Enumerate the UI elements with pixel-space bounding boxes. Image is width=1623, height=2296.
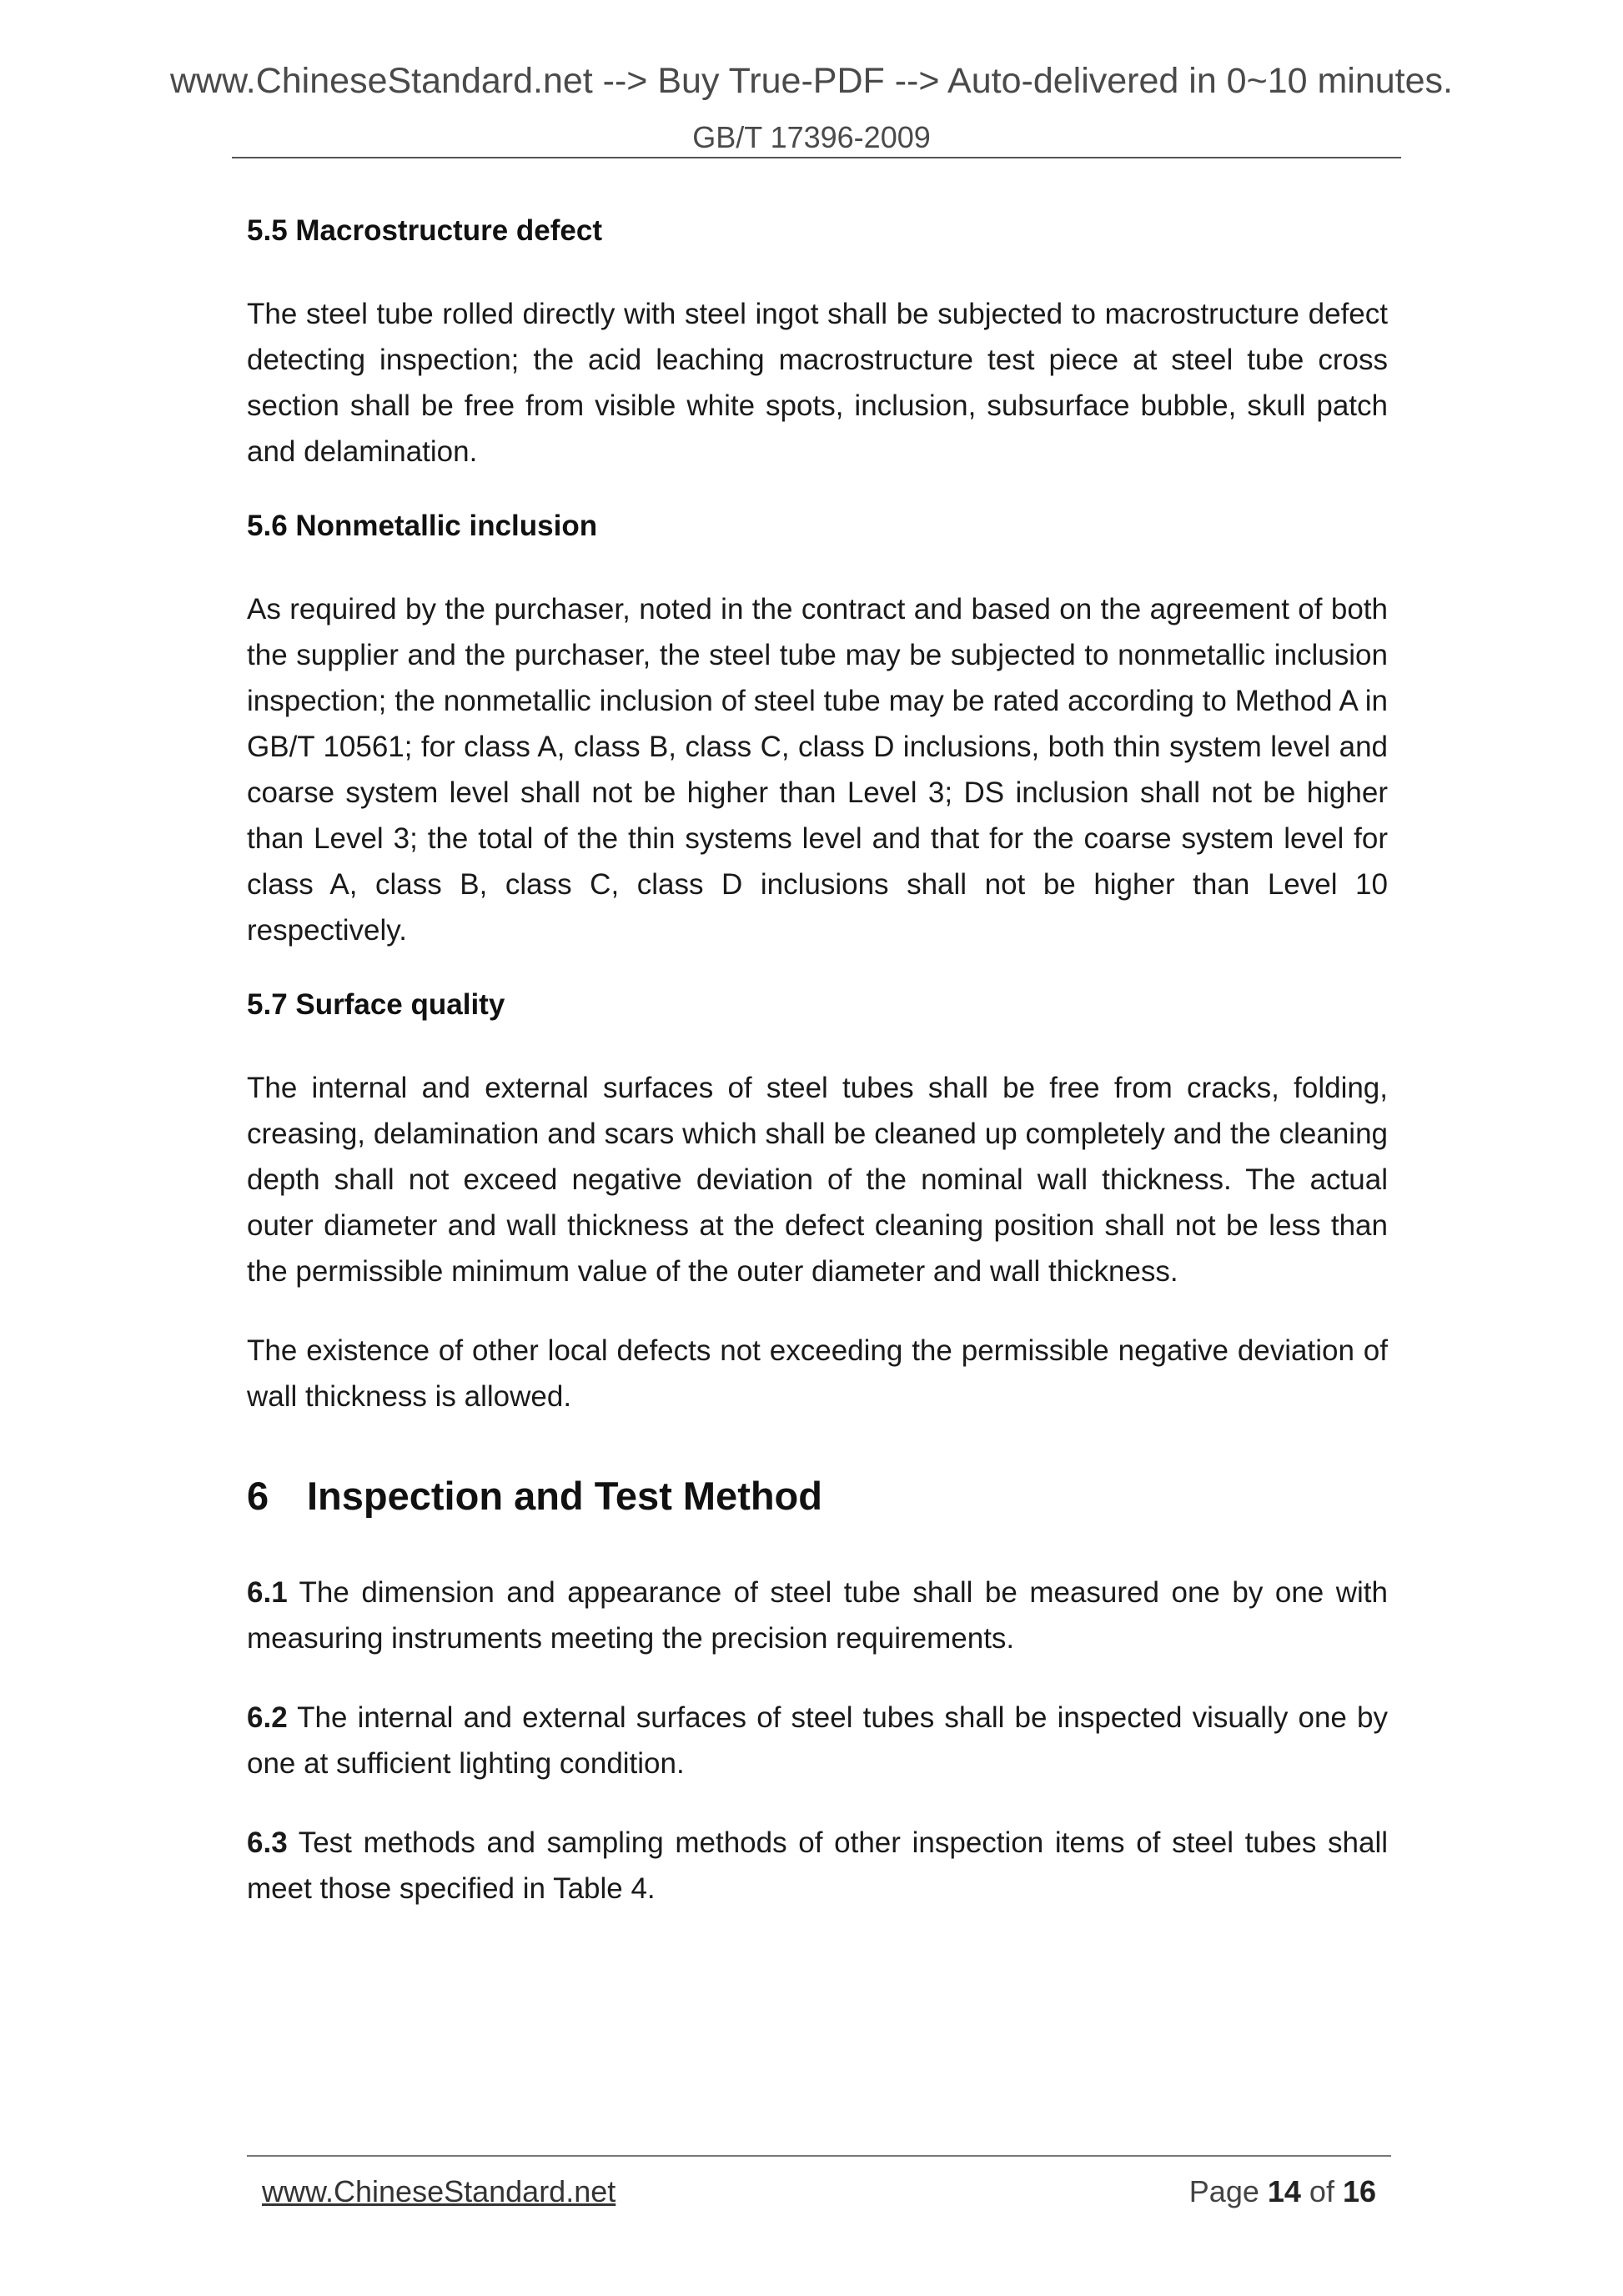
clause-6-2-number: 6.2 (247, 1701, 288, 1734)
section-5-5-title: 5.5 Macrostructure defect (247, 214, 602, 247)
section-5-6-paragraph: As required by the purchaser, noted in the contract and based on the agreement of both the supplier and the purchaser, the steel tube may be subjected to nonmetallic inclusion inspection; the nonmetallic inclusion of steel tube may be rated according to Method A in GB/T 10561; for class A, class B, class C, class D inclusions, both thin system level and coarse system level shall not be higher than Level 3; DS inclusion shall not be higher than Level 3; the total of the thin systems level and that for the coarse system level for class A, class B, class C, class D inclusions shall not be higher than Level 10 respectively. (247, 593, 1388, 947)
clause-6-1 (247, 1570, 1388, 1661)
clause-6-3-number: 6.3 (247, 1826, 288, 1859)
clause-6-1-text: The dimension and appearance of steel tube shall be measured one by one with measuring instruments meeting the precision requirements. (247, 1576, 1388, 1655)
page-content (247, 213, 1388, 1945)
clause-6-2 (247, 1695, 1388, 1786)
clause-6-2-text: The internal and external surfaces of steel tubes shall be inspected visually one by one at sufficient lighting condition. (247, 1701, 1388, 1780)
clause-6-3 (247, 1820, 1388, 1912)
clause-6-3-text: Test methods and sampling methods of other inspection items of steel tubes shall meet those specified in Table 4. (247, 1826, 1388, 1905)
footer-divider (247, 2155, 1391, 2157)
section-6-heading (247, 1471, 1388, 1521)
section-5-6-title: 5.6 Nonmetallic inclusion (247, 510, 598, 542)
section-5-5-paragraph: The steel tube rolled directly with steel ingot shall be subjected to macrostructure defect detecting inspection; the acid leaching macrostructure test piece at steel tube cross section shall be free from visible white spots, inclusion, subsurface bubble, skull patch and delamination. (247, 298, 1388, 468)
section-5-7-paragraph-1: The internal and external surfaces of steel tubes shall be free from cracks, folding, creasing, delamination and scars which shall be cleaned up completely and the cleaning depth shall not exceed negative deviation of the nominal wall thickness. The actual outer diameter and wall thickness at the defect cleaning position shall not be less than the permissible minimum value of the outer diameter and wall thickness. (247, 1072, 1388, 1288)
header-banner: www.ChineseStandard.net --> Buy True-PDF --> Auto-delivered in 0~10 minutes. (169, 61, 1453, 101)
section-5-7-title: 5.7 Surface quality (247, 988, 505, 1021)
standard-code: GB/T 17396-2009 (692, 120, 931, 154)
section-5-7-paragraph-2: The existence of other local defects not exceeding the permissible negative deviation of wall thickness is allowed. (247, 1334, 1388, 1413)
page-separator: of (1300, 2174, 1343, 2208)
page-prefix: Page (1188, 2174, 1268, 2208)
page-total: 16 (1342, 2174, 1376, 2208)
page-number (1188, 2174, 1376, 2208)
page-current: 14 (1267, 2174, 1301, 2208)
section-6-number: 6 (247, 1474, 269, 1518)
section-6-title: Inspection and Test Method (307, 1474, 822, 1518)
clause-6-1-number: 6.1 (247, 1576, 288, 1609)
header-divider (232, 157, 1401, 158)
footer-website-link[interactable]: www.ChineseStandard.net (262, 2174, 616, 2208)
